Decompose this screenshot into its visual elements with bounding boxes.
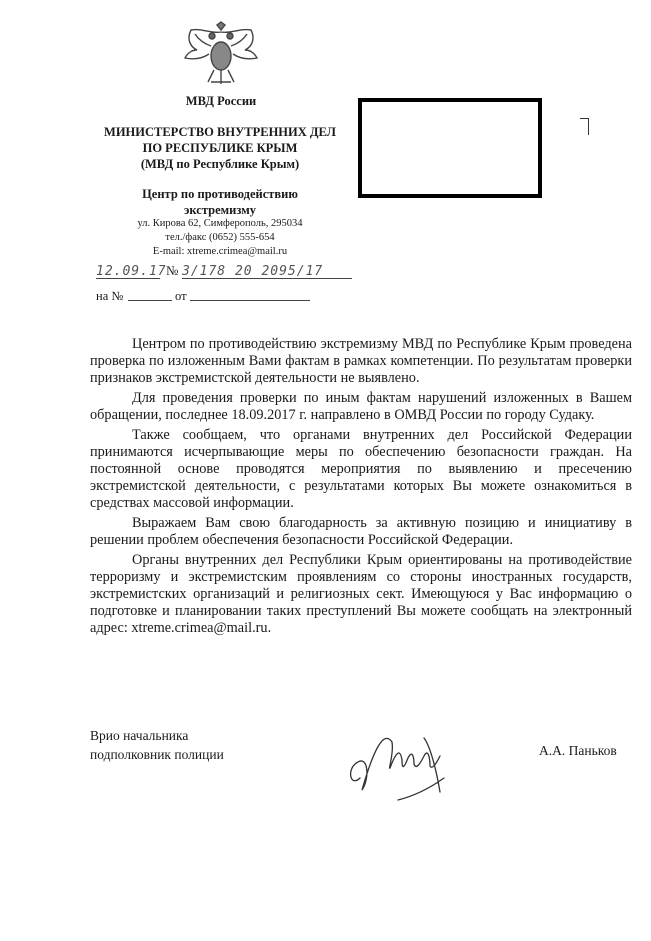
center-name-line1: Центр по противодействию <box>142 187 298 201</box>
handwritten-signature <box>340 708 458 808</box>
center-phone: тел./факс (0652) 555-654 <box>165 232 275 243</box>
address-corner-mark <box>580 118 589 135</box>
signatory-position-line1: Врио начальника <box>90 728 189 743</box>
signatory-position-line2: подполковник полиции <box>90 747 224 762</box>
body-paragraph-4: Выражаем Вам свою благодарность за активную позицию и инициативу в решении проблем обеспечения безопасности Российской Федерации. <box>90 515 632 548</box>
ref-from-label: от <box>175 289 187 303</box>
center-email: E-mail: xtreme.crimea@mail.ru <box>152 246 288 257</box>
ref-date-blank <box>190 300 310 301</box>
body-paragraph-1: Центром по противодействию экстремизму МВД по Республике Крым проведена проверка по изложенным Вами фактам в рамках компетенции. По результатам проверки признаков экстремистской деятельности не выявлено. <box>90 336 632 386</box>
reg-number: 3/178 20 2095/17 <box>182 264 324 279</box>
body-paragraph-5: Органы внутренних дел Республики Крым ориентированы на противодействие терроризму и экстремистским проявлениям со стороны иностранных государств, экстремистских организаций и религиозных сект. Имеющуюся у Вас информацию о подготовке и планировании таких преступлений Вы можете сообщать на электронный адрес: xtreme.crimea@mail.ru. <box>90 552 632 636</box>
signatory-position <box>90 726 224 764</box>
double-headed-eagle-icon <box>181 20 261 90</box>
signatory-name: А.А. Паньков <box>539 743 617 758</box>
ref-number-blank <box>128 300 172 301</box>
reg-date: 12.09.17 <box>96 264 167 279</box>
reg-number-field <box>182 262 352 279</box>
ministry-short-name: МВД России <box>185 94 257 108</box>
reg-number-sign: № <box>166 263 179 278</box>
ref-number-label: на № <box>96 289 124 303</box>
redacted-addressee-box <box>358 98 542 198</box>
body-paragraph-3: Также сообщаем, что органами внутренних дел Российской Федерации принимаются исчерпывающие меры по обеспечению безопасности граждан. На постоянной основе проводятся мероприятия по выявлению и пресечению экстремистской деятельности, с результатами которых Вы можете ознакомиться в средствах массовой информации. <box>90 427 632 511</box>
center-address: ул. Кирова 62, Симферополь, 295034 <box>137 218 303 229</box>
body-paragraph-2: Для проведения проверки по иным фактам нарушений изложенных в Вашем обращении, последнее 18.09.2017 г. направлено в ОМВД России по городу Судаку. <box>90 390 632 423</box>
reg-date-field <box>96 262 167 279</box>
center-name-line2: экстремизму <box>184 203 256 217</box>
ministry-name-line2: ПО РЕСПУБЛИКЕ КРЫМ <box>142 141 298 155</box>
letter-body <box>90 336 632 640</box>
ministry-name-line1: МИНИСТЕРСТВО ВНУТРЕННИХ ДЕЛ <box>104 125 336 139</box>
ministry-name-line3: (МВД по Республике Крым) <box>140 157 300 171</box>
